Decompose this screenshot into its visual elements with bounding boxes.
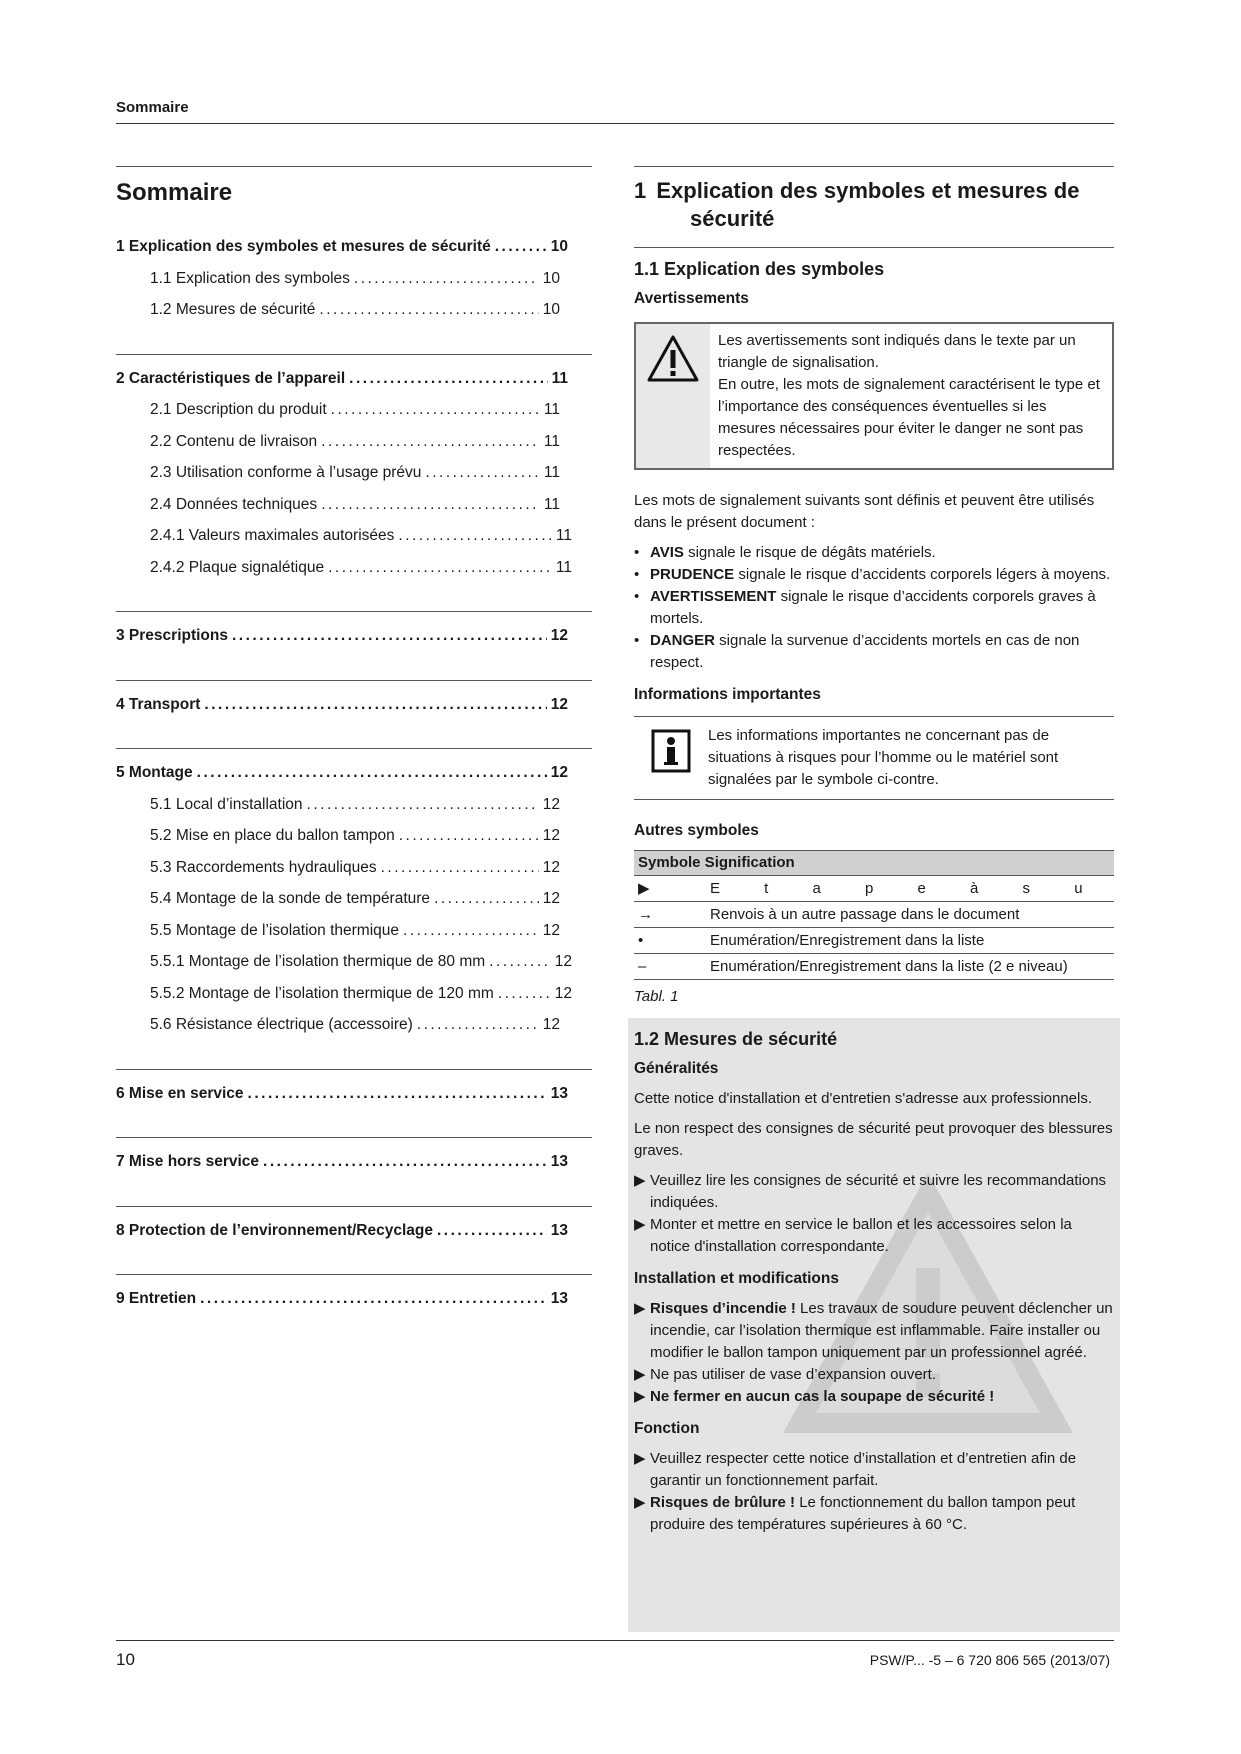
other-symbols-heading: Autres symboles [634,822,759,839]
toc-entry-label: 4 Transport [116,695,201,713]
signal-text [650,630,1114,674]
instruction-item [634,1214,1114,1258]
toc-entry-page: 13 [550,1221,568,1239]
signal-word: PRUDENCE [650,566,735,583]
toc-entry-label: 3 Prescriptions [116,627,228,644]
toc-leader-dots [349,367,547,399]
signal-description: signale le risque d’accidents corporels légers à moyens. [734,566,1111,583]
signal-description: signale le risque d’accidents corporels graves à mortels. [650,588,1096,627]
toc-subentry[interactable] [116,398,592,430]
installation-instructions [634,1298,1114,1408]
important-info-heading: Informations importantes [634,686,821,703]
signal-word: AVIS [650,544,684,561]
toc-entry-label: 5 Montage [116,764,193,781]
meaning-cell: Renvois à un autre passage dans le document [706,902,1114,928]
toc-subentry[interactable] [116,267,592,299]
symbols-table [634,850,1114,980]
table-row [634,902,1114,928]
toc-leader-dots [489,950,551,982]
toc-entry[interactable] [116,235,592,267]
toc-subentry-label: 5.2 Mise en place du ballon tampon [150,827,395,844]
arrow-bullet-icon: ▶ [634,1216,646,1233]
signal-description: signale le risque de dégâts matériels. [683,544,936,561]
meaning-cell: E t a p e à s u [706,876,1114,902]
toc-entry-page: 11 [551,369,568,387]
toc-subentry-page: 11 [543,495,560,513]
toc-subentry-label: 1.2 Mesures de sécurité [150,301,316,318]
toc-entry[interactable] [116,624,592,656]
toc-subentry-page: 12 [542,1016,560,1033]
toc-leader-dots [437,1219,547,1251]
signal-item [634,586,1114,630]
toc-leader-dots [248,1082,547,1114]
toc-section [116,1137,592,1182]
toc-entry[interactable] [116,761,592,793]
toc-subentry-label: 5.3 Raccordements hydrauliques [150,858,377,876]
arrow-bullet-icon: ▶ [634,1494,646,1511]
header-rule [116,123,1114,124]
general-paragraph-2: Le non respect des consignes de sécurité peut provoquer des blessures graves. [634,1120,1113,1159]
warnings-heading: Avertissements [634,290,749,307]
meaning-cell: Enumération/Enregistrement dans la liste [706,928,1114,954]
toc-subentry[interactable] [116,919,592,951]
toc-section-rule [116,680,592,681]
general-heading: Généralités [634,1060,719,1077]
table-header: Symbole Signification [634,851,1114,876]
toc-subentry-page: 11 [543,464,560,481]
signal-item [634,564,1114,586]
toc-subentry[interactable] [116,298,592,330]
toc-section [116,611,592,656]
toc-leader-dots [354,267,539,299]
toc-subentry[interactable] [116,1013,592,1045]
toc-section [116,1206,592,1251]
toc-entry-page: 12 [550,764,568,781]
toc-entry-label: 2 Caractéristiques de l’appareil [116,369,346,387]
instruction-text [650,1448,1114,1492]
toc-subentry-page: 11 [543,432,560,450]
toc-subentry-label: 5.4 Montage de la sonde de température [150,890,431,907]
toc-subentry[interactable] [116,824,592,856]
bullet-icon: • [634,544,640,561]
instruction-emphasis: Risques de brûlure ! [650,1494,796,1511]
footer-rule [116,1640,1114,1641]
toc-section-rule [116,354,592,355]
instruction-body: Ne pas utiliser de vase d’expansion ouvert. [650,1366,936,1383]
symbol-cell: → [634,902,706,928]
toc-leader-dots [417,1013,539,1045]
running-header: Sommaire [116,99,189,116]
toc-section [116,1069,592,1114]
general-paragraph-1: Cette notice d'installation et d'entretien s'adresse aux professionnels. [634,1090,1093,1107]
toc-subentry-page: 11 [555,527,572,544]
instruction-emphasis: Ne fermer en aucun cas la soupape de sécurité ! [650,1388,995,1405]
toc-subentry-page: 11 [555,558,572,576]
toc-entry-page: 13 [550,1153,568,1170]
instruction-item [634,1448,1114,1492]
toc-subentry[interactable] [116,950,592,982]
toc-entry-label: 6 Mise en service [116,1084,244,1102]
toc-leader-dots [319,298,538,330]
section-heading-safety: 1.2 Mesures de sécurité [634,1029,838,1049]
function-heading: Fonction [634,1420,700,1437]
table-row [634,876,1114,902]
signal-intro: Les mots de signalement suivants sont définis et peuvent être utilisés dans le présent document : [634,492,1095,531]
toc-entry[interactable] [116,1150,592,1182]
toc-subentry-page: 12 [554,953,572,970]
chapter-heading [634,177,1114,233]
arrow-bullet-icon: ▶ [634,1300,646,1317]
toc-subentry-page: 12 [554,984,572,1002]
toc-subentry-label: 5.6 Résistance électrique (accessoire) [150,1016,413,1033]
toc-subentry-page: 12 [542,827,560,844]
toc-subentry-label: 2.4.1 Valeurs maximales autorisées [150,527,395,544]
toc-section-rule [116,748,592,749]
instruction-text [650,1364,936,1386]
toc-subentry[interactable] [116,430,592,462]
toc-leader-dots [403,919,539,951]
bullet-icon: • [634,632,640,649]
toc-subentry-label: 2.4 Données techniques [150,495,318,513]
toc-leader-dots [307,793,539,825]
toc-entry[interactable] [116,1219,592,1251]
warning-box-line2: En outre, les mots de signalement caractérisent le type et l’importance des conséquences éventuelles si les mesures nécessaires pour éviter le danger ne sont pas respectées. [718,376,1100,459]
meaning-cell: Enumération/Enregistrement dans la liste (2 e niveau) [706,954,1114,980]
instruction-item [634,1364,1114,1386]
toc-entry-page: 12 [550,695,568,713]
toc-leader-dots [434,887,539,919]
toc-subentry[interactable] [116,524,592,556]
toc-leader-dots [321,430,540,462]
toc-subentry[interactable] [116,856,592,888]
toc-subentry-page: 11 [543,401,560,418]
table-row [634,954,1114,980]
toc-leader-dots [331,398,540,430]
table-caption: Tabl. 1 [634,988,679,1005]
toc-subentry-label: 1.1 Explication des symboles [150,269,350,287]
toc-subentry[interactable] [116,982,592,1014]
symbol-cell: – [634,954,706,980]
toc-entry-label: 7 Mise hors service [116,1153,260,1170]
instruction-text [650,1492,1114,1536]
toc-entry-page: 12 [550,627,568,644]
toc-subentry-label: 5.5.2 Montage de l’isolation thermique de 120 mm [150,984,494,1002]
toc-leader-dots [495,235,547,267]
arrow-bullet-icon: ▶ [634,1388,646,1405]
installation-heading: Installation et modifications [634,1270,839,1287]
toc-subentry[interactable] [116,493,592,525]
toc-subentry-label: 5.5.1 Montage de l’isolation thermique de 80 mm [150,953,486,970]
signal-text [650,542,936,564]
toc-leader-dots [381,856,539,888]
signal-description: signale la survenue d’accidents mortels en cas de non respect. [650,632,1080,671]
info-box [634,716,1114,800]
toc-subentry[interactable] [116,461,592,493]
toc-section-rule [116,611,592,612]
toc-entry-page: 10 [550,238,568,255]
bullet-icon: • [634,566,640,583]
toc-leader-dots [197,761,547,793]
toc-section [116,1274,592,1319]
toc-entry[interactable] [116,367,592,399]
instruction-body: Les travaux de soudure peuvent déclencher un incendie, car l’isolation thermique est inflammable. Faire installer ou modifier le ballon tampon uniquement par un professionnel agréé. [650,1300,1113,1361]
toc-entry-label: 9 Entretien [116,1290,197,1307]
signal-word: AVERTISSEMENT [650,588,777,605]
chapter-title-line1: Explication des symboles et mesures de [656,178,1080,203]
arrow-bullet-icon: ▶ [634,1172,646,1189]
signal-text [650,564,1110,586]
page-number: 10 [116,1650,135,1669]
info-icon [634,725,708,791]
toc-title: Sommaire [116,179,233,206]
chapter-title-line2: sécurité [690,206,775,231]
safety-section [628,1018,1120,1632]
signal-item [634,542,1114,564]
chapter-number: 1 [634,178,647,203]
toc-leader-dots [321,493,540,525]
instruction-text: Monter et mettre en service le ballon et les accessoires selon la notice d'installation correspondante. [650,1216,1072,1255]
instruction-item [634,1170,1114,1214]
signal-word-list [634,542,1114,674]
general-instructions [634,1170,1114,1258]
toc-subentry-label: 5.5 Montage de l’isolation thermique [150,921,400,939]
signal-item [634,630,1114,674]
signal-text [650,586,1114,630]
table-row [634,928,1114,954]
instruction-item [634,1492,1114,1536]
info-box-text: Les informations importantes ne concernant pas de situations à risques pour l’homme ou le matériel sont signalées par le symbole ci-contre. [708,727,1059,788]
h1-top-rule [634,166,1114,167]
toc-section-rule [116,1274,592,1275]
toc-subentry-page: 10 [542,269,560,287]
toc-entry-page: 13 [550,1084,568,1102]
instruction-body: Le fonctionnement du ballon tampon peut produire des températures supérieures à 60 °C. [650,1494,1076,1533]
toc-entry-label: 1 Explication des symboles et mesures de sécurité [116,238,491,255]
toc-section-rule [116,1137,592,1138]
toc-subentry-label: 2.3 Utilisation conforme à l’usage prévu [150,464,422,481]
toc-subentry-label: 2.1 Description du produit [150,401,327,418]
toc-subentry-page: 12 [542,890,560,907]
toc-section [116,748,592,1045]
instruction-item [634,1298,1114,1364]
warning-triangle-icon [636,324,710,468]
function-instructions [634,1448,1114,1536]
toc-leader-dots [425,461,540,493]
content-column [634,166,1114,1632]
h2-rule [634,247,1114,248]
instruction-text: Veuillez lire les consignes de sécurité et suivre les recommandations indiquées. [650,1172,1107,1211]
toc-entry-page: 13 [550,1290,568,1307]
warning-box [634,322,1114,470]
toc-leader-dots [399,824,539,856]
toc-subentry-page: 12 [542,921,560,939]
toc-section-rule [116,1206,592,1207]
toc-subentry-label: 2.4.2 Plaque signalétique [150,558,325,576]
warning-box-line1: Les avertissements sont indiqués dans le texte par un triangle de signalisation. [718,332,1076,371]
instruction-text [650,1298,1114,1364]
symbol-cell: ▶ [634,876,706,902]
signal-word: DANGER [650,632,716,649]
toc-subentry-label: 5.1 Local d’installation [150,795,303,813]
toc-leader-dots [200,1287,547,1319]
symbol-cell: • [634,928,706,954]
toc-entry-label: 8 Protection de l’environnement/Recyclage [116,1221,433,1239]
instruction-body: Veuillez respecter cette notice d’installation et d’entretien afin de garantir un fonctionnement parfait. [650,1450,1077,1489]
toc-leader-dots [204,693,546,725]
arrow-bullet-icon: ▶ [634,1366,646,1383]
toc-subentry-label: 2.2 Contenu de livraison [150,432,318,450]
toc-section [116,354,592,588]
toc-sections [116,235,592,1319]
instruction-text [650,1386,994,1408]
toc-entry[interactable] [116,1287,592,1319]
toc-subentry[interactable] [116,556,592,588]
toc-subentry-page: 12 [542,858,560,876]
toc-leader-dots [328,556,552,588]
toc-leader-dots [232,624,547,656]
toc-section [116,680,592,725]
toc-subentry[interactable] [116,887,592,919]
section-heading-symbols: 1.1 Explication des symboles [634,259,885,279]
table-of-contents [116,166,592,1343]
toc-section-rule [116,1069,592,1070]
toc-subentry-page: 10 [542,301,560,318]
arrow-bullet-icon: ▶ [634,1450,646,1467]
document-reference: PSW/P... -5 – 6 720 806 565 (2013/07) [869,1652,1110,1668]
warning-box-text [710,324,1112,468]
toc-leader-dots [498,982,551,1014]
toc-entry[interactable] [116,1082,592,1114]
toc-subentry[interactable] [116,793,592,825]
toc-leader-dots [398,524,552,556]
bullet-icon: • [634,588,640,605]
toc-entry[interactable] [116,693,592,725]
instruction-emphasis: Risques d’incendie ! [650,1300,796,1317]
toc-section [116,235,592,330]
toc-top-rule [116,166,592,167]
instruction-item [634,1386,1114,1408]
toc-leader-dots [263,1150,547,1182]
toc-subentry-page: 12 [542,795,560,813]
